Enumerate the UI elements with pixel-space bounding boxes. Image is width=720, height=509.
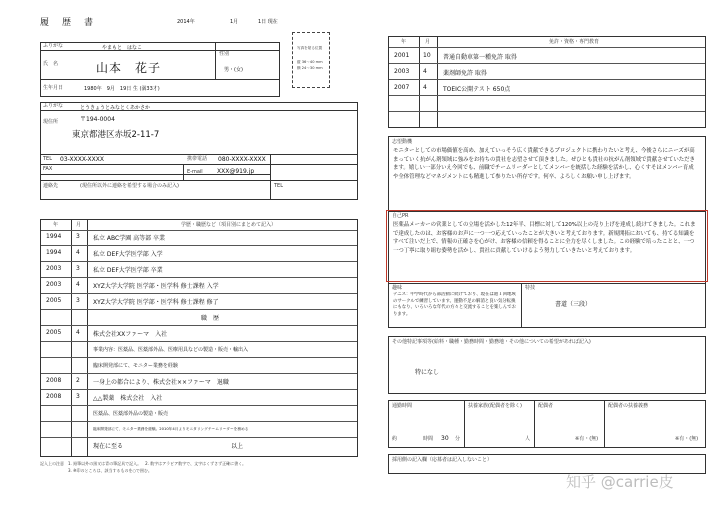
email-label: E-mail [187,169,203,175]
employer-label: 採用側の記入欄（応募者は記入しないこと） [392,457,493,463]
licenses-table [388,36,706,128]
tel-label: TEL [43,156,52,162]
license-month: 4 [423,84,427,91]
license-month: 4 [423,68,427,75]
divider [389,111,705,112]
divider [534,401,535,447]
license-year: 2007 [394,84,410,91]
pr-highlight-frame [386,210,708,282]
address-label: 現住所 [43,119,59,125]
history-year: 2008 [46,377,62,384]
divider [389,63,705,64]
divider [41,437,357,438]
birth-label: 生年月日 [43,85,64,91]
licenses-month-header: 月 [425,39,431,45]
skill-value: 書道（三段） [555,301,592,308]
furigana-value: やまもと はなこ [102,45,143,51]
divider [41,245,357,246]
divider [389,283,705,284]
divider [41,405,357,406]
watermark: 知乎 @carrie皮 [566,473,674,491]
divider [389,47,705,48]
address-furigana-value: とうきょうとみなとくあかさか [80,105,151,111]
divider [183,164,184,180]
history-year: 2003 [46,265,62,272]
contact-tel-label: TEL [274,183,283,189]
furigana-label: ふりがな [43,43,64,49]
history-text: 株式会社XXファーマ 入社 [93,331,168,338]
divider [41,341,357,342]
dependents-label: 扶養家族(配偶者を除く) [468,403,522,409]
history-month: 3 [76,393,80,400]
divider [40,50,280,51]
divider [41,261,357,262]
name-label: 氏 名 [43,61,59,67]
divider [604,401,605,447]
history-text: 臨床開発部にて、モニター業務を経験 [93,363,178,369]
contact-label: 連絡先 [43,183,59,189]
spouse-value: ※有・(無) [575,436,599,442]
history-month: 3 [76,233,80,240]
divider [41,325,357,326]
dependents-unit: 人 [525,436,531,442]
licenses-content-header: 免許・資格・専門教育 [549,39,600,45]
history-text: XYZ大学大学院 医学部・医学科 修士課程 修了 [93,299,219,306]
divider [464,401,465,447]
license-year: 2003 [394,68,410,75]
commute-hours-unit: 時間 [423,436,434,442]
contact-note: (現住所以外に連絡を希望する場合のみ記入) [80,183,179,189]
divider [437,37,438,127]
history-year: 2005 [46,329,62,336]
history-text: 私立 ABC学園 高等部 卒業 [93,235,166,242]
divider [389,95,705,96]
gender-label: 性別 [219,51,230,57]
divider [41,421,357,422]
mobile-label: 携帯電話 [187,156,208,162]
history-month-header: 月 [76,222,82,228]
divider [389,79,705,80]
commute-minutes-value: 30 [441,435,449,442]
history-year: 2005 [46,297,62,304]
license-text: 普通自動車第一種免許 取得 [443,54,517,61]
pr-label: 自己PR [392,213,409,219]
license-month: 10 [423,52,431,59]
history-month: 4 [76,249,80,256]
address-furigana-label: ふりがな [43,103,64,109]
history-text: 私立 DEF大学医学部 入学 [93,251,163,258]
gender-value: 男・(女) [224,67,243,73]
spouse-label: 配偶者 [538,403,554,409]
right-page [388,14,706,474]
date-month: 1月 [230,19,239,25]
divider [521,283,522,328]
history-table [40,219,358,457]
footnote-line-2: 3. ※印のところは、該当するものを○で囲む。 [40,468,152,473]
other-requests-box [388,336,706,394]
history-month: 3 [76,297,80,304]
history-year: 2008 [46,393,62,400]
birth-value: 1980年 9月 19日 生 (満33才) [84,86,160,92]
divider [41,389,357,390]
history-section-heading: 職 歴 [201,315,220,322]
licenses-year-header: 年 [401,39,407,45]
divider [41,309,357,310]
hobby-label: 趣味 [392,285,403,291]
name-value: 山本 花子 [96,61,162,75]
history-text: 臨床開発部にて、モニター業務を経験。2010年4月よりモニタリングチームリーダーを務める [93,427,249,431]
footnote-line-1: 記入上の注意 1. 鉛筆以外の黒又は青の筆記具で記入。 2. 数字はアラビア数字で、文字はくずさず正確に書く。 [40,461,247,466]
history-content-header: 学歴・職歴など（項目別にまとめて記入） [181,222,277,228]
commute-approx: 約 [392,436,398,442]
divider [215,42,216,79]
resume-title: 履 歴 書 [40,18,96,28]
motivation-text: モニターとしての市場価値を高め、加えていっそう広く貴献できるプロジェクトに携わりたいと考え、今後さらにニーズが高まっていく抗がん剤領域に強みをお持ちの貴社を志望させて頂きました。ぜひとも貴社の抗がん剤領域で貴献させていただきます。嬉しい一部分いえ今回でも、前職でチームリーダーとしてメンバーを統括した経験を活かし、心くすそはメンバー育成や全体管理などマネジメントにも精進して参りたい所存です。何卒、よろしくお願い申し上げます。 [393,148,695,180]
tel-value: 03-XXXX-XXXX [60,156,104,163]
mobile-value: 080-XXXX-XXXX [218,156,266,163]
history-text: △△製薬 株式会社 入社 [93,395,163,402]
spouse-support-label: 配偶者の扶養義務 [608,403,649,409]
left-page [40,14,358,474]
skill-label: 特技 [525,285,536,291]
date-day: 1日 現在 [258,19,278,25]
pr-text: 医薬品メーカーの営業としての立場を活かした12年半、目標に対して120%以上の売り上げを達成し続けてきました。これまで達成したのは、お客様のお声に一つ一つ応えていったことが大きいと考えております。新規開拓においても、持てる知識をすべて注いだ上で、情報の正確さを心がけ、お客様の信頼を得ることに全力を尽くしました。この経験で培ったことと、一つ一つ丁寧に取り組む姿勢を活かし、貴社に貢献していけるよう努力していきたいと考えております。 [393,222,696,254]
divider [40,79,280,80]
history-text: XYZ大学大学院 医学部・医学科 修士課程 入学 [93,283,219,290]
history-text: 事業内容：医薬品、医薬部外品、医療用具などの製造・販売・輸出入 [93,347,249,353]
license-text: 薬剤師免許 取得 [443,70,487,77]
divider [41,230,357,231]
history-year-header: 年 [53,222,59,228]
other-label: その他特記事項等(給料・職種・勤務時間・勤務地・その他についての希望があれば記入) [392,339,591,345]
license-text: TOEIC公開テスト 650点 [443,86,511,93]
history-year: 1994 [46,249,62,256]
history-text: 医薬品、医薬部外品の製造・販売 [93,411,169,417]
history-month: 2 [76,377,80,384]
divider [41,357,357,358]
commute-minutes-unit: 分 [455,436,461,442]
history-month: 4 [76,281,80,288]
photo-line-1: 写真を貼る位置 [297,46,323,50]
email-value: XXX@919.jp [217,168,255,175]
history-text: 私立 DEF大学医学部 卒業 [93,267,163,274]
spouse-support-value: ※有・(無) [675,436,699,442]
fax-label: FAX [43,166,53,172]
history-text: 現在に至る 以上 [93,443,244,450]
photo-line-3: 横 24～30 mm [297,66,323,70]
motivation-label: 志望動機 [392,139,413,145]
commute-box [388,400,706,448]
hobby-text: テニス：中学時代から部活動に続けており、現在は週１回地域のサークルで練習しています。運動不足の解消と良い気分転換にもなり、いろいろな年代の方々と交流することを楽しんでおります。 [393,292,516,317]
history-text: 一身上の都合により、株式会社××ファーマ 退職 [93,379,229,386]
address-value: 東京都港区赤坂2-11-7 [72,130,160,140]
date-year: 2014年 [177,19,195,25]
photo-placeholder [292,32,330,88]
photo-line-2: 縦 36～40 mm [297,60,323,64]
divider [40,180,358,181]
history-month: 3 [76,265,80,272]
divider [41,277,357,278]
divider [40,154,358,155]
postal-code: 〒194-0004 [80,116,115,123]
divider [419,37,420,127]
history-year: 1994 [46,233,62,240]
divider [41,373,357,374]
divider [41,293,357,294]
commute-label: 通勤時間 [392,403,413,409]
license-year: 2001 [394,52,410,59]
history-month: 4 [76,329,80,336]
other-value: 特になし [415,369,440,376]
history-year: 2003 [46,281,62,288]
divider [40,164,358,165]
divider [270,154,271,200]
